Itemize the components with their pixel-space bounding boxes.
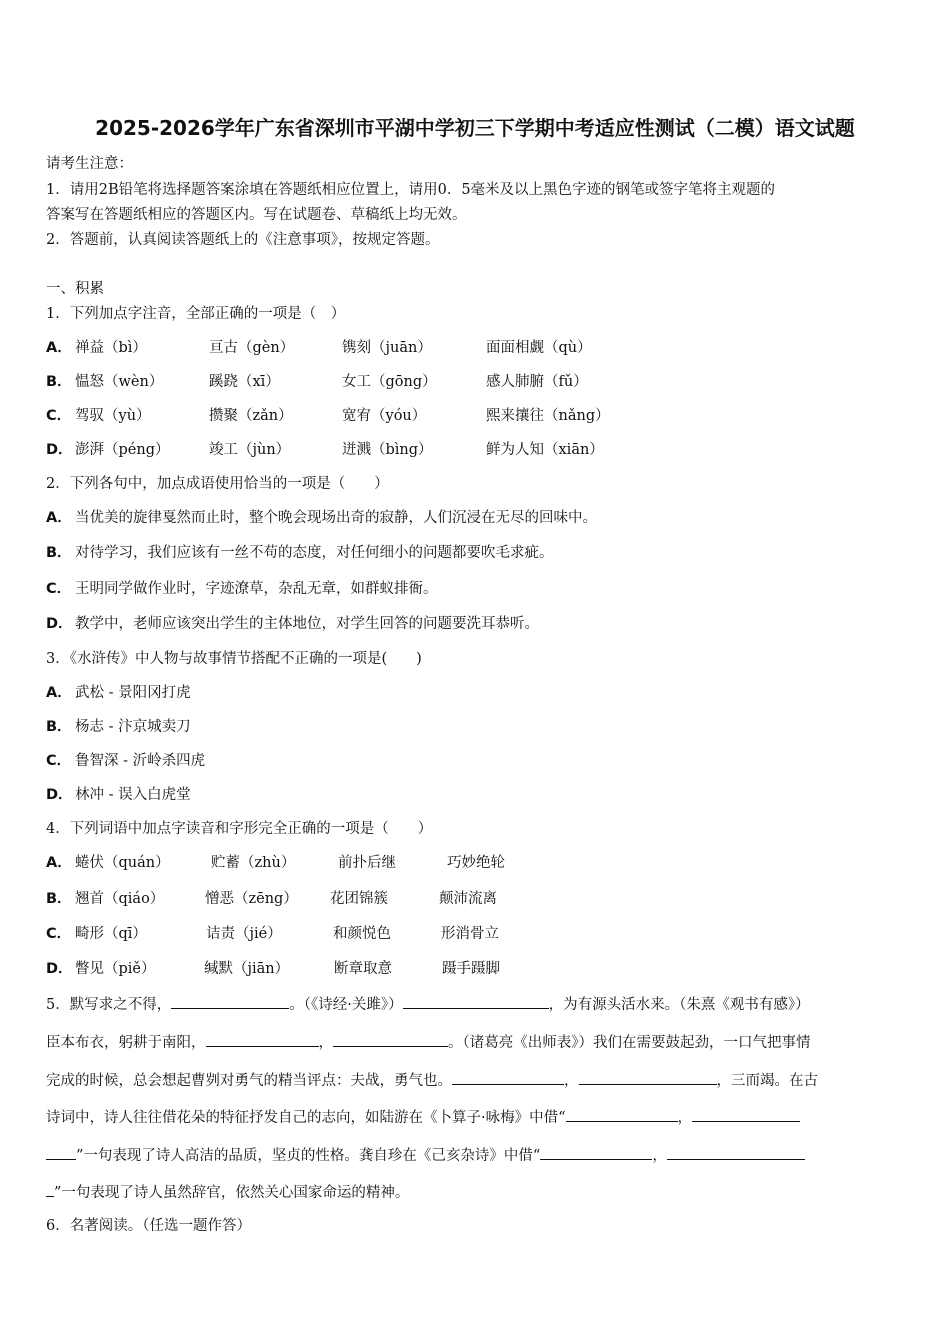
q1-b-item: 蹊跷（xī） (209, 374, 280, 390)
answer-blank[interactable] (540, 1145, 652, 1160)
q5-text: ， (677, 1110, 693, 1126)
answer-blank[interactable] (46, 1145, 76, 1160)
q5-text: ， (652, 1148, 667, 1164)
q3-option-label: B． (46, 719, 72, 735)
q5-text: ，为有源头活水来。（朱熹《观书有感》） (548, 997, 810, 1013)
q4-c-item: 畸形（qī） (75, 926, 147, 942)
q1-a-item: 禅益（bì） (75, 340, 147, 356)
q1-c-item: 熙来攘往（nǎng） (486, 408, 610, 424)
q5-text: 。（诸葛亮《出师表》）我们在需要鼓起劲，一口气把事情 (448, 1035, 811, 1051)
q1-a-item: 亘古（gèn） (209, 340, 295, 356)
q5-text: ， (318, 1035, 333, 1051)
q1-b-item: 愠怒（wèn） (75, 374, 164, 390)
answer-blank[interactable] (333, 1032, 448, 1047)
q5-text: 臣本布衣，躬耕于南阳， (46, 1035, 206, 1051)
question-5-line-4 (46, 1106, 800, 1127)
q1-b-item: 感人肺腑（fǔ） (486, 374, 588, 390)
q3-option-label: A． (46, 685, 72, 701)
notice-line-1a: 1．请用2B铅笔将选择题答案涂填在答题纸相应位置上，请用0．5毫米及以上黑色字迹的钢笔或签字笔将主观题的 (46, 182, 776, 198)
q4-b-item: 颠沛流离 (439, 891, 497, 907)
answer-blank[interactable] (579, 1070, 717, 1085)
q4-c-item: 和颜悦色 (333, 926, 391, 942)
section-heading: 一、积累 (46, 281, 104, 297)
q1-a-item: 镌刻（juān） (342, 340, 432, 356)
q4-option-label: B． (46, 891, 72, 907)
question-1-stem: 1．下列加点字注音，全部正确的一项是（ ） (46, 306, 346, 322)
q1-option-label: C． (46, 408, 72, 424)
q1-c-item: 攒聚（zǎn） (209, 408, 293, 424)
answer-blank[interactable] (667, 1145, 805, 1160)
q1-d-item: 澎湃（péng） (75, 442, 170, 458)
q5-text: 5．默写求之不得， (46, 997, 172, 1013)
q5-text: ”一句表现了诗人虽然辞官，依然关心国家命运的精神。 (54, 1185, 410, 1201)
q3-option-label: D． (46, 787, 73, 803)
question-5-line-3 (46, 1069, 818, 1090)
answer-blank[interactable] (46, 1182, 54, 1197)
question-6-stem: 6．名著阅读。（任选一题作答） (46, 1218, 251, 1234)
q3-option-text: 鲁智深 - 沂岭杀四虎 (75, 753, 206, 769)
answer-blank[interactable] (171, 994, 289, 1009)
q1-b-item: 女工（gōng） (342, 374, 437, 390)
q1-a-item: 面面相觑（qù） (486, 340, 592, 356)
q2-option-text: 教学中，老师应该突出学生的主体地位，对学生回答的问题要洗耳恭听。 (75, 616, 539, 632)
q4-b-item: 憎恶（zēng） (205, 891, 298, 907)
notice-heading: 请考生注意： (46, 156, 133, 172)
q4-d-item: 断章取意 (334, 961, 392, 977)
q3-option-text: 林冲 - 误入白虎堂 (75, 787, 191, 803)
question-5-line-6 (46, 1181, 409, 1202)
q4-option-label: A． (46, 855, 72, 871)
q4-a-item: 贮蓄（zhù） (211, 855, 296, 871)
q4-a-item: 蜷伏（quán） (75, 855, 170, 871)
q3-option-label: C． (46, 753, 72, 769)
q4-d-item: 瞥见（piě） (75, 961, 156, 977)
answer-blank[interactable] (692, 1107, 800, 1122)
q4-b-item: 花团锦簇 (330, 891, 388, 907)
q1-d-item: 竣工（jùn） (209, 442, 291, 458)
q2-option-label: D． (46, 616, 73, 632)
question-2-stem: 2．下列各句中，加点成语使用恰当的一项是（ ） (46, 476, 389, 492)
q2-option-text: 王明同学做作业时，字迹潦草，杂乱无章，如群蚁排衙。 (75, 581, 438, 597)
q4-b-item: 翘首（qiáo） (75, 891, 165, 907)
question-5-line-2 (46, 1031, 811, 1052)
answer-blank[interactable] (403, 994, 549, 1009)
q4-c-item: 形消骨立 (441, 926, 499, 942)
q4-c-item: 诘责（jié） (206, 926, 282, 942)
notice-line-2: 2．答题前，认真阅读答题纸上的《注意事项》，按规定答题。 (46, 232, 440, 248)
answer-blank[interactable] (452, 1070, 564, 1085)
notice-line-1b: 答案写在答题纸相应的答题区内。写在试题卷、草稿纸上均无效。 (46, 207, 467, 223)
q2-option-text: 当优美的旋律戛然而止时，整个晚会现场出奇的寂静，人们沉浸在无尽的回味中。 (75, 510, 597, 526)
q4-option-label: D． (46, 961, 73, 977)
q1-option-label: A． (46, 340, 72, 356)
q2-option-label: C． (46, 581, 72, 597)
question-3-stem: 3．《水浒传》中人物与故事情节搭配不正确的一项是( ) (46, 651, 422, 667)
question-5-line-1 (46, 993, 810, 1014)
q5-text: ， (564, 1073, 579, 1089)
q5-text: 。（《诗经·关雎》） (289, 997, 403, 1013)
q4-d-item: 蹑手蹑脚 (442, 961, 500, 977)
q1-c-item: 驾驭（yù） (75, 408, 151, 424)
page-title: 2025-2026学年广东省深圳市平湖中学初三下学期中考适应性测试（二模）语文试题 (95, 116, 855, 140)
q1-d-item: 迸溅（bìng） (342, 442, 433, 458)
q5-text: 完成的时候，总会想起曹刿对勇气的精当评点：夫战，勇气也。 (46, 1073, 452, 1089)
answer-blank[interactable] (206, 1032, 319, 1047)
q3-option-text: 杨志 - 汴京城卖刀 (75, 719, 191, 735)
q4-a-item: 前扑后继 (338, 855, 396, 871)
q5-text: ，三而竭。在古 (716, 1073, 818, 1089)
q3-option-text: 武松 - 景阳冈打虎 (75, 685, 191, 701)
q2-option-label: B． (46, 545, 72, 561)
q4-d-item: 缄默（jiān） (204, 961, 290, 977)
question-5-line-5 (46, 1144, 805, 1165)
q1-c-item: 宽宥（yóu） (342, 408, 427, 424)
q4-a-item: 巧妙绝轮 (447, 855, 505, 871)
q5-text: ”一句表现了诗人高洁的品质，坚贞的性格。龚自珍在《己亥杂诗》中借“ (76, 1148, 541, 1164)
answer-blank[interactable] (566, 1107, 678, 1122)
q4-option-label: C． (46, 926, 72, 942)
q5-text: 诗词中，诗人往往借花朵的特征抒发自己的志向，如陆游在《卜算子·咏梅》中借“ (46, 1110, 566, 1126)
q1-option-label: B． (46, 374, 72, 390)
q2-option-text: 对待学习，我们应该有一丝不苟的态度，对任何细小的问题都要吹毛求疵。 (75, 545, 554, 561)
q1-d-item: 鲜为人知（xiān） (486, 442, 604, 458)
q2-option-label: A． (46, 510, 72, 526)
question-4-stem: 4．下列词语中加点字读音和字形完全正确的一项是（ ） (46, 821, 433, 837)
q1-option-label: D． (46, 442, 73, 458)
